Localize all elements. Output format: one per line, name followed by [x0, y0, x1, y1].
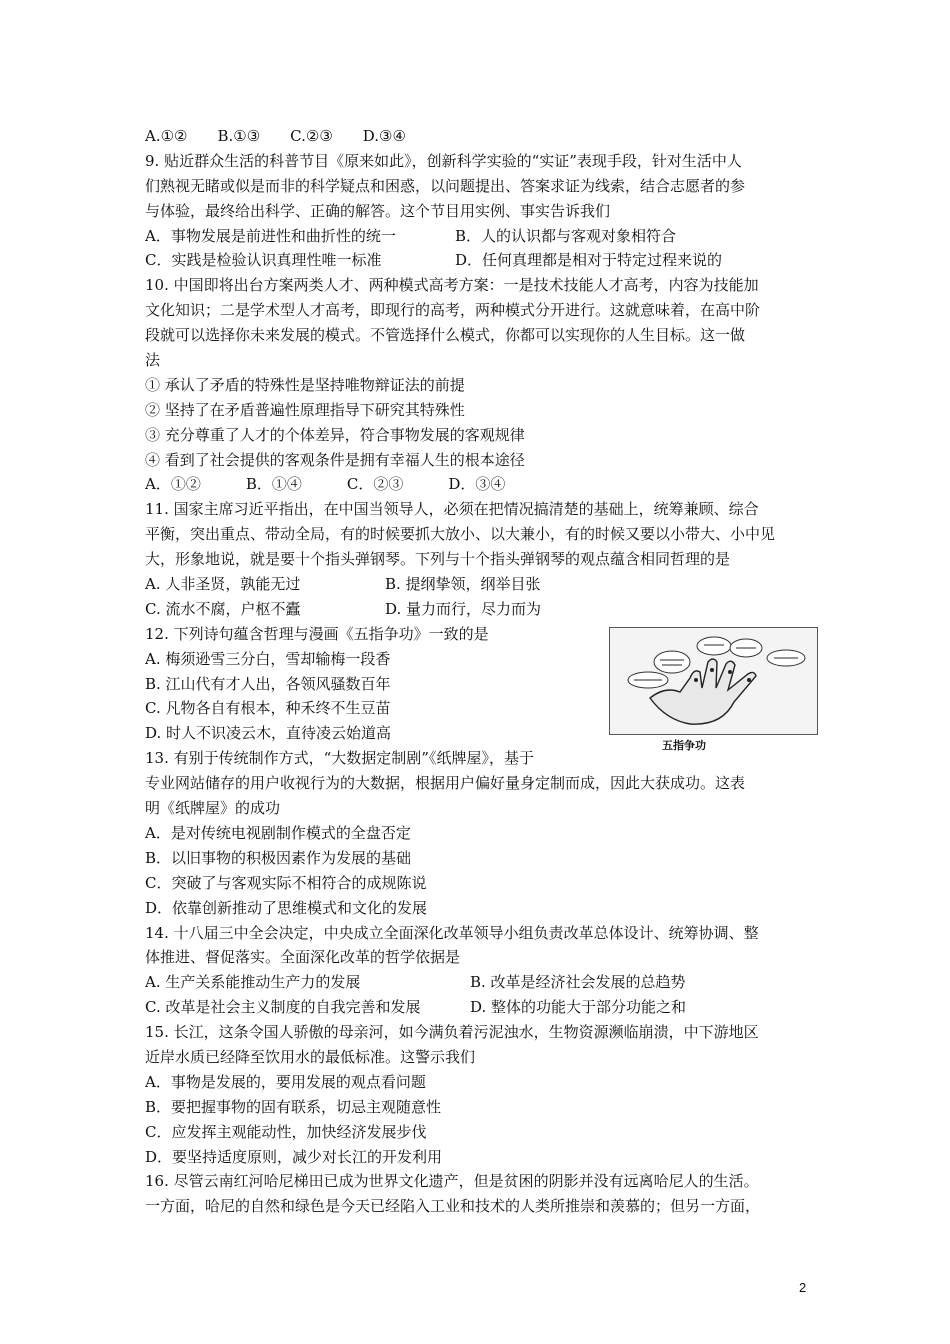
q12-option-d: D. 时人不识凌云木，直待凌云始道高: [145, 724, 392, 743]
q9-option-a: A．事物发展是前进性和曲折性的统一: [145, 226, 396, 245]
q10-line: 法: [145, 351, 161, 370]
q9-line: 们熟视无睹或似是而非的科学疑点和困惑，以问题提出、答案求证为线索，结合志愿者的参: [145, 176, 746, 195]
q14-line: 体推进、督促落实。全面深化改革的哲学依据是: [145, 948, 461, 967]
question-14: [145, 921, 825, 1021]
q9-options-row: [145, 224, 825, 249]
q13-option-a: A．是对传统电视剧制作模式的全盘否定: [145, 823, 411, 842]
q9-line: 9. 贴近群众生活的科普节目《原来如此》，创新科学实验的“实证”表现手段，针对生活中人: [145, 151, 742, 170]
question-15: [145, 1020, 825, 1169]
q13-line: 明《纸牌屋》的成功: [145, 799, 281, 818]
hand-cartoon-icon: [610, 628, 817, 734]
q10-statement-2: ② 坚持了在矛盾普遍性原理指导下研究其特殊性: [145, 400, 465, 419]
q15-line: 15. 长江，这条令国人骄傲的母亲河，如今满负着污泥浊水，生物资源濒临崩溃，中下游地区: [145, 1023, 759, 1042]
q14-line: 14. 十八届三中全会决定，中央成立全面深化改革领导小组负责改革总体设计、统筹协调、整: [145, 923, 759, 942]
q10-statement-4: ④ 看到了社会提供的客观条件是拥有幸福人生的根本途径: [145, 450, 525, 469]
q11-line: 11. 国家主席习近平指出，在中国当领导人，必须在把情况搞清楚的基础上，统筹兼顾、综合: [145, 500, 759, 519]
q12-stem: 12. 下列诗句蕴含哲理与漫画《五指争功》一致的是: [145, 624, 489, 643]
q14-options-row: [145, 970, 825, 995]
q12-option-c: C. 凡物各自有根本，种禾终不生豆苗: [145, 699, 391, 718]
q11-option-a: A. 人非圣贤，孰能无过: [145, 575, 301, 594]
q16-line: 一方面，哈尼的自然和绿色是今天已经陷入工业和技术的人类所推崇和羡慕的；但另一方面，: [145, 1197, 761, 1216]
q11-options-row: [145, 572, 825, 597]
q9-option-b: B．人的认识都与客观对象相符合: [455, 226, 677, 245]
q13-option-b: B．以旧事物的积极因素作为发展的基础: [145, 848, 412, 867]
q14-option-a: A. 生产关系能推动生产力的发展: [145, 973, 361, 992]
q14-option-d: D. 整体的功能大于部分功能之和: [470, 998, 687, 1017]
question-10: [145, 273, 825, 497]
q9-option-d: D．任何真理都是相对于特定过程来说的: [455, 251, 723, 270]
page-number: 2: [799, 1280, 807, 1295]
q9-option-c: C．实践是检验认识真理性唯一标准: [145, 251, 382, 270]
q13-option-d: D．依靠创新推动了思维模式和文化的发展: [145, 898, 428, 917]
q15-line: 近岸水质已经降至饮用水的最低标准。这警示我们: [145, 1047, 476, 1066]
question-9: [145, 149, 825, 273]
q11-options-row: [145, 597, 825, 622]
q15-option-a: A．事物是发展的，要用发展的观点看问题: [145, 1072, 426, 1091]
cartoon-image: [609, 627, 818, 735]
q10-line: 10. 中国即将出台方案两类人才、两种模式高考方案：一是技术技能人才高考，内容为技能加: [145, 276, 759, 295]
q14-option-b: B. 改革是经济社会发展的总趋势: [470, 973, 686, 992]
q8-options: A.①② B.①③ C.②③ D.③④: [145, 127, 406, 145]
q13-line: 专业网站储存的用户收视行为的大数据，根据用户偏好量身定制而成，因此大获成功。这表: [145, 774, 746, 793]
q12-option-b: B. 江山代有才人出，各领风骚数百年: [145, 674, 391, 693]
q11-option-c: C. 流水不腐，户枢不蠹: [145, 599, 301, 618]
q15-option-d: D．要坚持适度原则，减少对长江的开发利用: [145, 1147, 443, 1166]
q10-statement-1: ① 承认了矛盾的特殊性是坚持唯物辩证法的前提: [145, 375, 465, 394]
q11-option-d: D. 量力而行，尽力而为: [385, 599, 542, 618]
q15-option-b: B．要把握事物的固有联系，切忌主观随意性: [145, 1097, 442, 1116]
q12-option-a: A. 梅须逊雪三分白，雪却输梅一段香: [145, 649, 391, 668]
question-13: [145, 771, 825, 920]
q9-line: 与体验，最终给出科学、正确的解答。这个节目用实例、事实告诉我们: [145, 201, 611, 220]
q16-line: 16. 尽管云南红河哈尼梯田已成为世界文化遗产，但是贫困的阴影并没有远离哈尼人的生活。: [145, 1172, 759, 1191]
q14-option-c: C. 改革是社会主义制度的自我完善和发展: [145, 998, 421, 1017]
q13-option-c: C．突破了与客观实际不相符合的成规陈说: [145, 873, 427, 892]
q11-line: 大，形象地说，就是要十个指头弹钢琴。下列与十个指头弹钢琴的观点蕴含相同哲理的是: [145, 550, 731, 569]
q10-options: A．①② B．①④ C．②③ D．③④: [145, 475, 506, 494]
q15-option-c: C．应发挥主观能动性，加快经济发展步伐: [145, 1122, 427, 1141]
q14-options-row: [145, 995, 825, 1020]
q9-options-row: [145, 248, 825, 273]
cartoon-caption: 五指争功: [662, 739, 706, 752]
q11-line: 平衡，突出重点、带动全局，有的时候要抓大放小、以大兼小，有的时候又要以小带大、小中见: [145, 525, 776, 544]
q11-option-b: B. 提纲挚领，纲举目张: [385, 575, 541, 594]
question-11: [145, 497, 825, 621]
q10-line: 段就可以选择你未来发展的模式。不管选择什么模式，你都可以实现你的人生目标。这一做: [145, 326, 746, 345]
q13-stem-start: 13. 有别于传统制作方式，“大数据定制剧”《纸牌屋》，基于: [145, 749, 534, 768]
q10-line: 文化知识；二是学术型人才高考，即现行的高考，两种模式分开进行。这就意味着，在高中阶: [145, 301, 761, 320]
question-16: [145, 1169, 825, 1219]
q10-statement-3: ③ 充分尊重了人才的个体差异，符合事物发展的客观规律: [145, 425, 525, 444]
cartoon-figure: [609, 627, 818, 757]
